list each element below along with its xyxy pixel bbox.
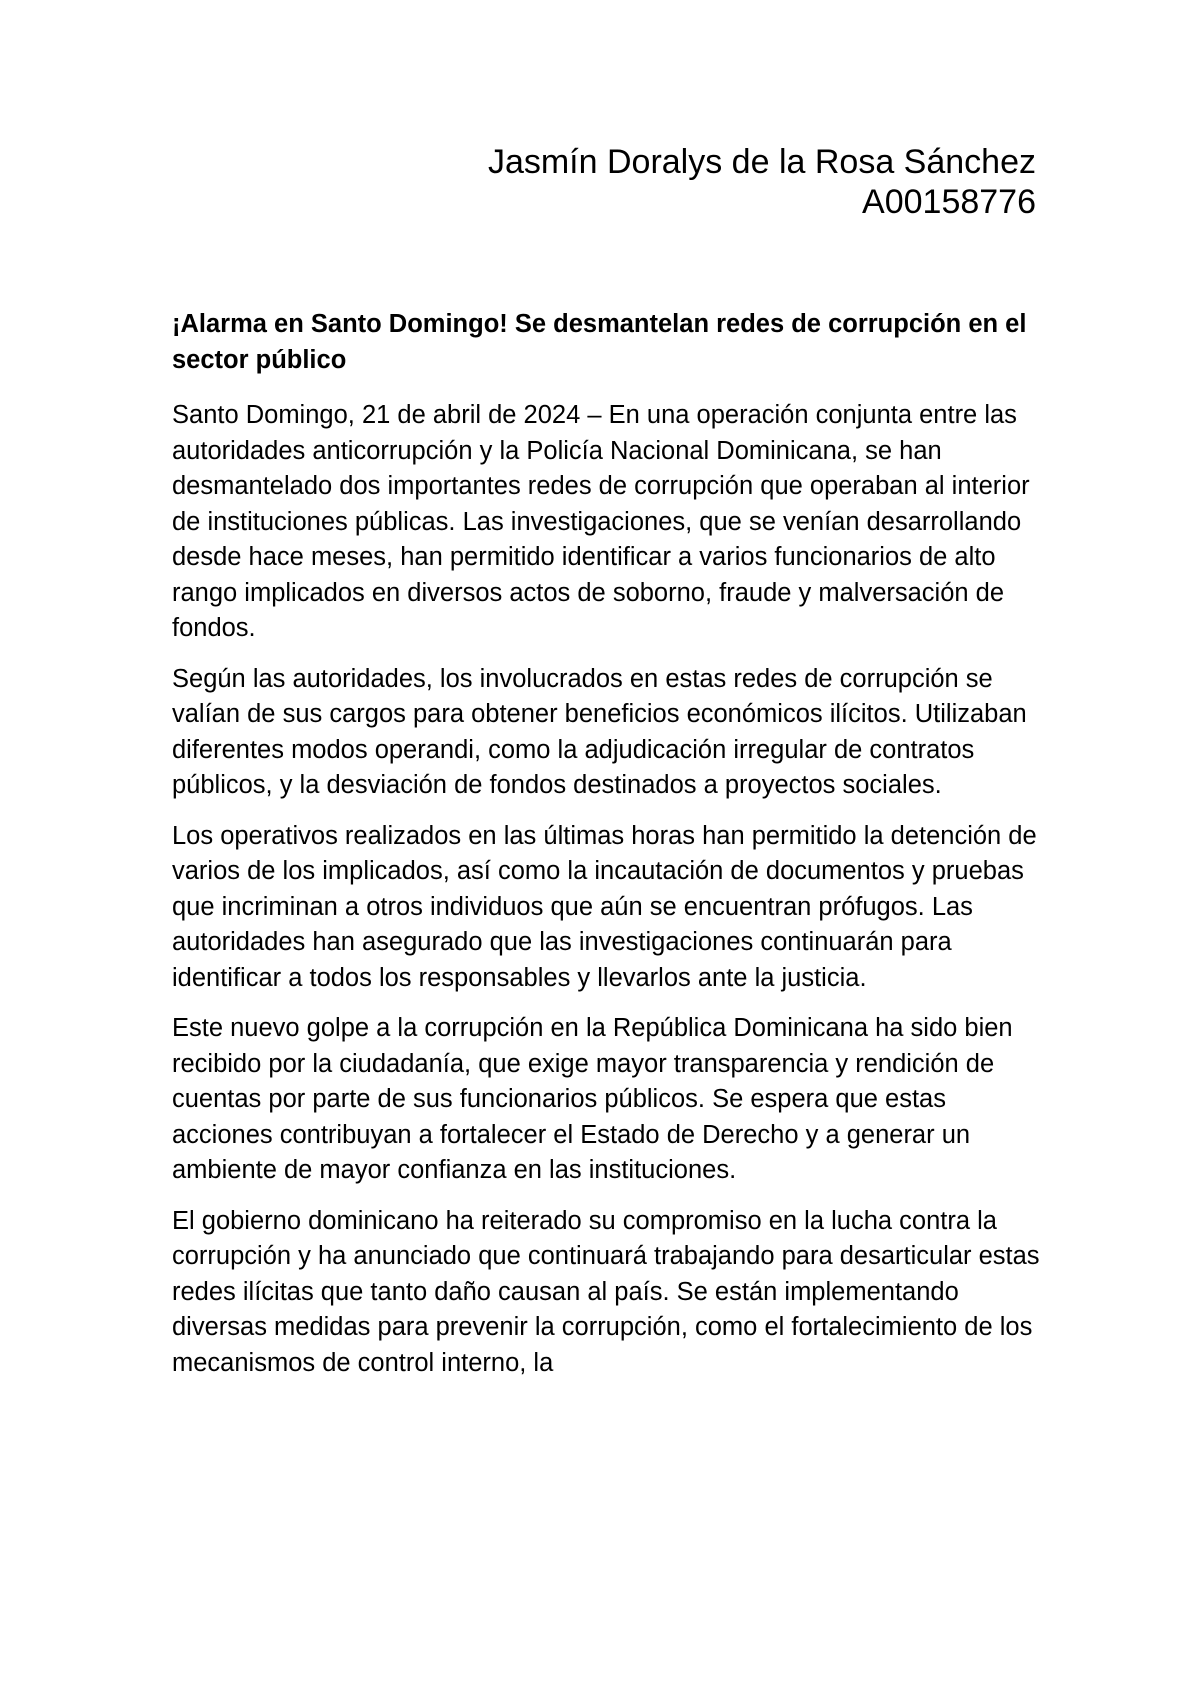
article-body <box>172 306 1044 1396</box>
author-name: Jasmín Doralys de la Rosa Sánchez <box>487 143 1036 181</box>
article-paragraph-4: Este nuevo golpe a la corrupción en la República Dominicana ha sido bien recibido por la ciudadanía, que exige mayor transparencia y rendición de cuentas por parte de sus funcionarios públicos. Se espera que estas acciones contribuyan a fortalecer el Estado de Derecho y a generar un ambiente de mayor confianza en las instituciones. <box>172 1014 1013 1184</box>
article-paragraph-1: Santo Domingo, 21 de abril de 2024 – En una operación conjunta entre las autoridades anticorrupción y la Policía Nacional Dominicana, se han desmantelado dos importantes redes de corrupción que operaban al interior de instituciones públicas. Las investigaciones, que se venían desarrollando desde hace meses, han permitido identificar a varios funcionarios de alto rango implicados en diversos actos de soborno, fraude y malversación de fondos. <box>172 401 1030 642</box>
student-id: A00158776 <box>862 183 1036 221</box>
article-paragraph-3: Los operativos realizados en las últimas horas han permitido la detención de varios de los implicados, así como la incautación de documentos y pruebas que incriminan a otros individuos que aún se encuentran prófugos. Las autoridades han asegurado que las investigaciones continuarán para identificar a todos los responsables y llevarlos ante la justicia. <box>172 821 1037 992</box>
article-headline: ¡Alarma en Santo Domingo! Se desmantelan redes de corrupción en el sector público <box>172 310 1027 374</box>
article-paragraph-2: Según las autoridades, los involucrados en estas redes de corrupción se valían de sus cargos para obtener beneficios económicos ilícitos. Utilizaban diferentes modos operandi, como la adjudicación irregular de contratos públicos, y la desviación de fondos destinados a proyectos sociales. <box>172 664 1027 799</box>
author-block <box>488 142 1036 222</box>
article-paragraph-5: El gobierno dominicano ha reiterado su compromiso en la lucha contra la corrupción y ha anunciado que continuará trabajando para desarticular estas redes ilícitas que tanto daño causan al país. Se están implementando diversas medidas para prevenir la corrupción, como el fortalecimiento de los mecanismos de control interno, la <box>172 1206 1040 1377</box>
